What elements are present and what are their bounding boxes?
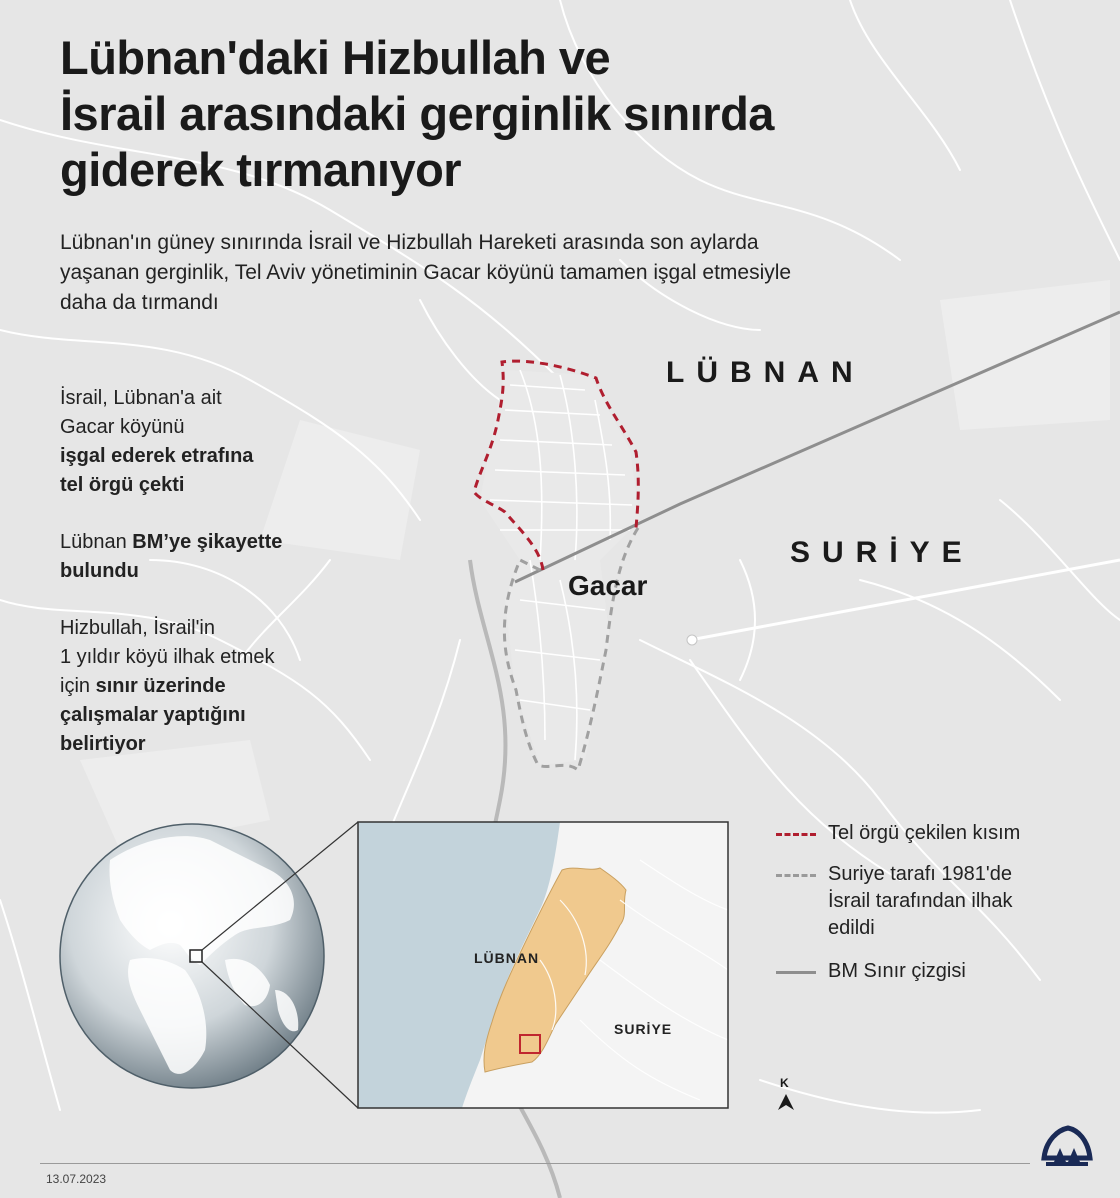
legend-text (828, 958, 966, 985)
fact-line (60, 672, 350, 701)
legend-fence (776, 820, 1076, 850)
legend-text (828, 820, 1020, 847)
legend-label: İsrail tarafından ilhak (828, 890, 1013, 912)
legend-swatch-fence (776, 833, 816, 836)
fact-text: Hizbullah, İsrail'in (60, 617, 215, 639)
country-label-syria: SURİYE (790, 536, 974, 569)
legend-swatch-annexed (776, 874, 816, 877)
publish-date: 13.07.2023 (46, 1172, 107, 1186)
legend-label: Tel örgü çekilen kısım (828, 822, 1021, 844)
legend-swatch-un-line (776, 971, 816, 974)
fact-text: için (60, 675, 96, 697)
subtitle-line-1: Lübnan'ın güney sınırında İsrail ve Hizbullah Hareketi arasında son aylarda (60, 231, 759, 254)
subtitle-line-2: yaşanan gerginlik, Tel Aviv yönetiminin Gacar köyünü tamamen işgal etmesiyle (60, 261, 792, 284)
fact-text-bold: BM’ye şikayette (132, 531, 283, 553)
fact-text-bold: çalışmalar yaptığını (60, 704, 246, 726)
legend-label: edildi (828, 917, 875, 939)
fact-line (60, 528, 350, 557)
fact-text: Lübnan (60, 531, 133, 553)
fact-text: 1 yıldır köyü ilhak etmek (60, 646, 275, 668)
north-label: K (780, 1076, 789, 1090)
aa-logo (1044, 1128, 1090, 1166)
village-label: Gacar (568, 570, 648, 601)
legend-text (828, 861, 1013, 942)
legend-label: BM Sınır çizgisi (828, 960, 966, 982)
fact-hezbollah (60, 614, 350, 759)
legend-annexed (776, 861, 1076, 945)
fact-text: Gacar köyünü (60, 416, 185, 438)
footer-divider (40, 1163, 1030, 1164)
fact-text-bold: belirtiyor (60, 733, 146, 755)
fact-text-bold: işgal ederek etrafına (60, 445, 254, 467)
junction-marker (687, 635, 697, 645)
fact-text-bold: sınır üzerinde (95, 675, 226, 697)
fact-un-complaint (60, 528, 350, 586)
fact-text: İsrail, Lübnan'a ait (60, 387, 222, 409)
fact-text-bold: bulundu (60, 560, 139, 582)
subtitle (60, 228, 1020, 318)
legend-label: Suriye tarafı 1981'de (828, 863, 1012, 885)
title-line-2: İsrail arasındaki gerginlik sınırda (60, 87, 774, 140)
legend-un-line (776, 958, 1076, 988)
subtitle-line-3: daha da tırmandı (60, 291, 219, 314)
fact-occupation (60, 384, 350, 500)
inset-label-lebanon: LÜBNAN (474, 950, 540, 966)
north-arrow-icon (778, 1094, 794, 1110)
syria-road (690, 560, 1120, 640)
inset-map (358, 822, 728, 1108)
country-label-lebanon: LÜBNAN (666, 356, 865, 389)
title-line-3: giderek tırmanıyor (60, 143, 462, 196)
page-title (60, 30, 940, 198)
fact-text-bold: tel örgü çekti (60, 474, 185, 496)
title-line-1: Lübnan'daki Hizbullah ve (60, 31, 611, 84)
inset-label-syria: SURİYE (614, 1021, 673, 1037)
